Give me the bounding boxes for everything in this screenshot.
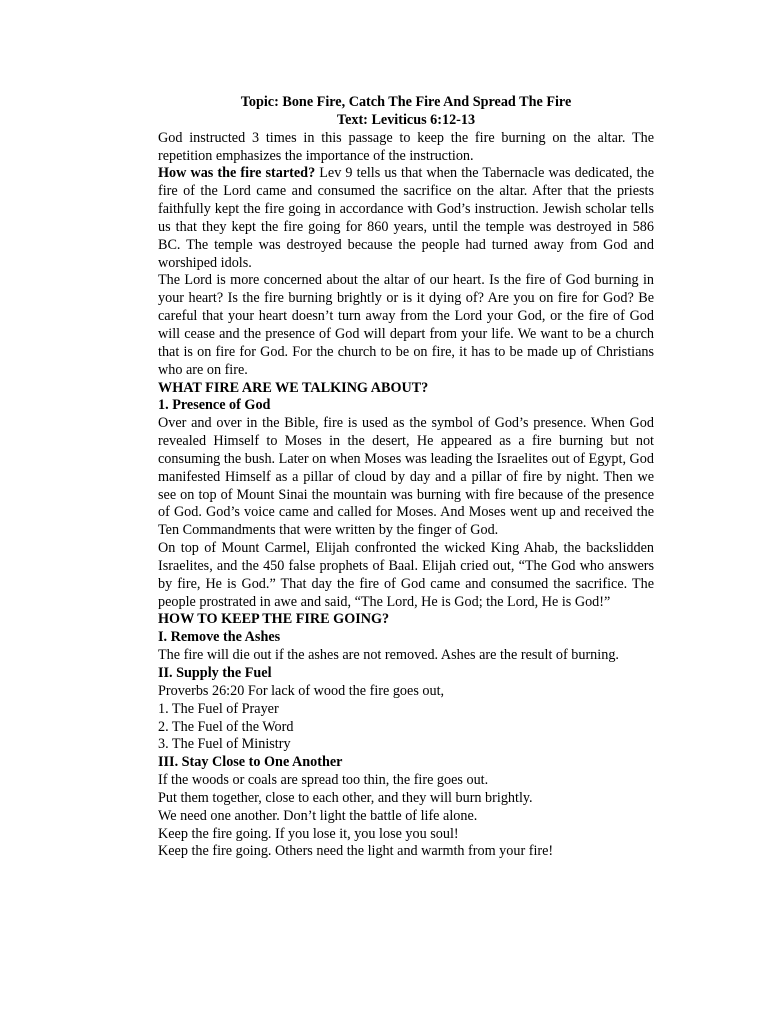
fire-started-question: How was the fire started? bbox=[158, 165, 316, 182]
fire-started-paragraph bbox=[158, 165, 654, 272]
ashes-heading: I. Remove the Ashes bbox=[158, 629, 281, 646]
intro-paragraph: God instructed 3 times in this passage to keep the fire burning on the altar. The repetition emphasizes the importance of the instruction. bbox=[158, 129, 654, 164]
altar-paragraph: The Lord is more concerned about the altar of our heart. Is the fire of God burning in your heart? Is the fire burning brightly or is it dying of? Are you on fire for God? Be careful that your heart doesn’t turn away from the Lord your God, or the fire of God will cease and the presence of God will depart from your life. We want to be a church that is on fire for God. For the church to be on fire, it has to be made up of Christians who are on fire. bbox=[158, 272, 654, 378]
close-line: If the woods or coals are spread too thin, the fire goes out. bbox=[158, 772, 489, 789]
close-line: We need one another. Don’t light the battle of life alone. bbox=[158, 807, 478, 824]
fuel-item: 3. The Fuel of Ministry bbox=[158, 736, 291, 753]
close-line: Keep the fire going. Others need the light and warmth from your fire! bbox=[158, 843, 554, 860]
fuel-item: 1. The Fuel of Prayer bbox=[158, 700, 279, 717]
close-line: Keep the fire going. If you lose it, you lose you soul! bbox=[158, 825, 459, 842]
how-keep-heading: HOW TO KEEP THE FIRE GOING? bbox=[158, 611, 390, 628]
close-heading: III. Stay Close to One Another bbox=[158, 754, 343, 771]
carmel-paragraph: On top of Mount Carmel, Elijah confronted the wicked King Ahab, the backslidden Israelites, and the 450 false prophets of Baal. Elijah cried out, “The God who answers by fire, He is God.” That day the fire of God came and consumed the sacrifice. The people prostrated in awe and said, “The Lord, He is God; the Lord, He is God!” bbox=[158, 540, 654, 610]
document-body bbox=[158, 94, 654, 861]
close-line: Put them together, close to each other, and they will burn brightly. bbox=[158, 789, 533, 806]
fire-started-body: Lev 9 tells us that when the Tabernacle was dedicated, the fire of the Lord came and consumed the sacrifice on the altar. After that the priests faithfully kept the fire going in accordance with God’s instruction. Jewish scholar tells us that they kept the fire going for 860 years, until the temple was destroyed in 586 BC. The temple was destroyed because the people had turned away from God and worshiped idols. bbox=[158, 165, 654, 271]
topic-title: Topic: Bone Fire, Catch The Fire And Spread The Fire bbox=[240, 94, 572, 110]
fuel-item: 2. The Fuel of the Word bbox=[158, 718, 294, 735]
what-fire-heading: WHAT FIRE ARE WE TALKING ABOUT? bbox=[158, 379, 429, 396]
fuel-heading: II. Supply the Fuel bbox=[158, 665, 272, 681]
scripture-reference: Text: Leviticus 6:12-13 bbox=[336, 111, 476, 128]
ashes-text: The fire will die out if the ashes are not removed. Ashes are the result of burning. bbox=[158, 647, 619, 664]
presence-paragraph: Over and over in the Bible, fire is used as the symbol of God’s presence. When God revealed Himself to Moses in the desert, He appeared as a fire burning but not consuming the bush. Later on when Moses was leading the Israelites out of Egypt, God manifested Himself as a pillar of cloud by day and a pillar of fire by night. Then we see on top of Mount Sinai the mountain was burning with fire because of the presence of God. God’s voice came and called for Moses. And Moses went up and received the Ten Commandments that were written by the finger of God. bbox=[158, 415, 654, 539]
presence-heading: 1. Presence of God bbox=[158, 397, 271, 414]
proverbs-line: Proverbs 26:20 For lack of wood the fire goes out, bbox=[158, 682, 445, 699]
